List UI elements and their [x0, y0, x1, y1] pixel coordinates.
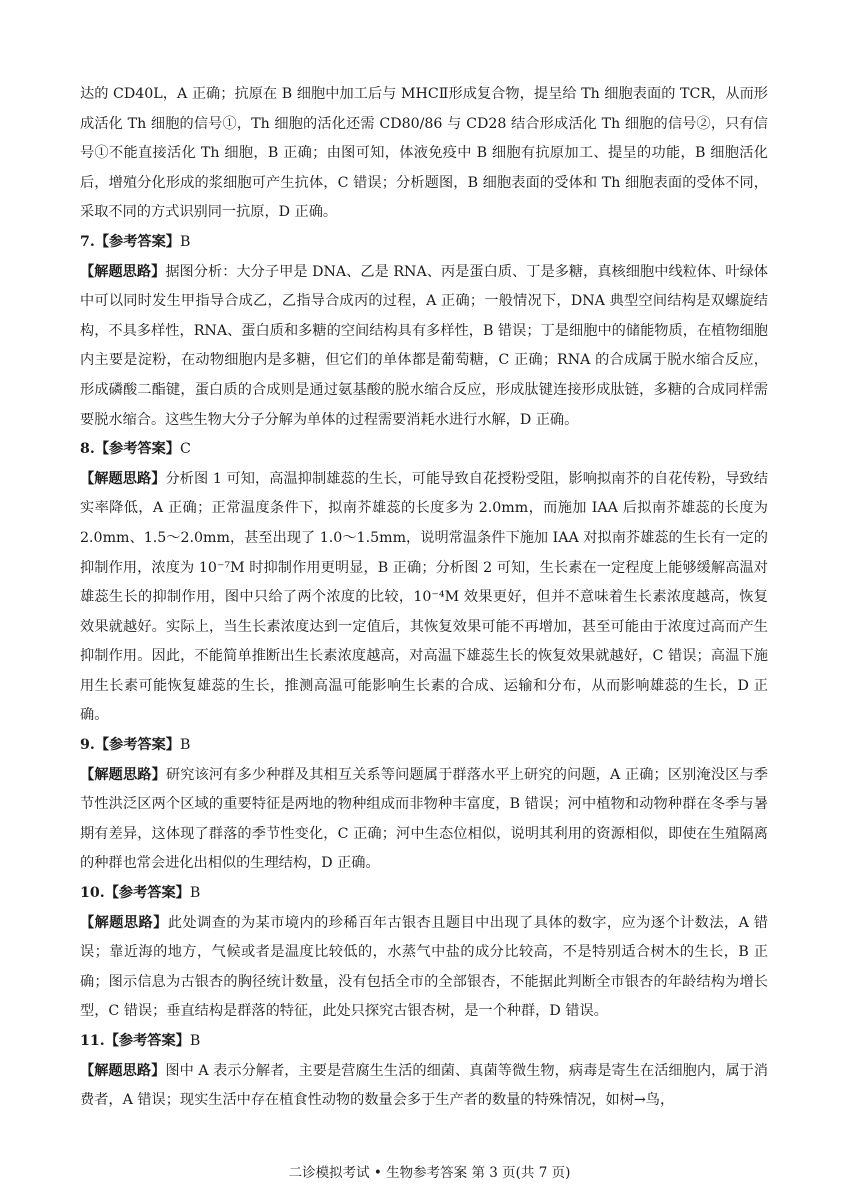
answer-content [80, 80, 768, 1116]
question-number: 10. [80, 885, 105, 902]
reasoning-label: 【解题思路】 [80, 263, 166, 280]
reasoning-label: 【解题思路】 [80, 766, 166, 783]
answer-line [80, 1027, 768, 1057]
reasoning-paragraph [80, 465, 768, 731]
page-footer: 二诊模拟考试 • 生物参考答案 第 3 页(共 7 页) [288, 1165, 571, 1181]
reasoning-paragraph [80, 1057, 768, 1116]
reasoning-paragraph [80, 909, 768, 1027]
answer-label: 【参考答案】 [94, 441, 180, 458]
answer-letter: B [189, 885, 201, 902]
answer-label: 【参考答案】 [94, 233, 180, 250]
answer-letter: B [179, 233, 191, 250]
answer-letter: B [179, 737, 191, 754]
question-9 [80, 731, 768, 879]
intro-paragraph: 达的 CD40L，A 正确；抗原在 B 细胞中加工后与 MHCⅡ形成复合物，提呈给 Th 细胞表面的 TCR，从而形成活化 Th 细胞的信号①，Th 细胞的活化还需 CD80/86 与 CD28 结合形成活化 Th 细胞的信号②，只有信号①不能直接活化 Th 细胞，B 正确；由图可知，体液免疫中 B 细胞有抗原加工、提呈的功能，B 细胞活化后，增殖分化形成的浆细胞可产生抗体，C 错误；分析题图，B 细胞表面的受体和 Th 细胞表面的受体不同，采取不同的方式识别同一抗原，D 正确。 [80, 86, 768, 221]
question-number: 11. [80, 1033, 105, 1049]
answer-label: 【参考答案】 [94, 737, 180, 754]
answer-line [80, 879, 768, 909]
question-number: 7. [80, 233, 95, 250]
question-8 [80, 435, 768, 731]
reasoning-text: 分析图 1 可知，高温抑制雄蕊的生长，可能导致自花授粉受阻，影响拟南芥的自花传粉，导致结实率降低，A 正确；正常温度条件下，拟南芥雄蕊的长度多为 2.0mm，而施加 IAA 后拟南芥雄蕊的长度为 2.0mm、1.5～2.0mm，甚至出现了 1.0～1.5mm，说明常温条件下施加 IAA 对拟南芥雄蕊的生长有一定的抑制作用，浓度为 10⁻⁷M 时抑制作用更明显，B 正确；分析图 2 可知，生长素在一定程度上能够缓解高温对雄蕊生长的抑制作用，图中只给了两个浓度的比较，10⁻⁴M 效果更好，但并不意味着生长素浓度越高，恢复效果就越好。实际上，当生长素浓度达到一定值后，其恢复效果可能不再增加，甚至可能由于浓度过高而产生抑制作用。因此，不能简单推断出生长素浓度越高，对高温下雄蕊生长的恢复效果就越好，C 错误；高温下施用生长素可能恢复雄蕊的生长，推测高温可能影响生长素的合成、运输和分布，从而影响雄蕊的生长，D 正确。 [80, 470, 768, 724]
answer-label: 【参考答案】 [104, 885, 190, 902]
answer-letter: B [189, 1033, 201, 1049]
question-7 [80, 228, 768, 435]
answer-line [80, 731, 768, 761]
question-number: 8. [80, 441, 95, 458]
reasoning-text: 此处调查的为某市境内的珍稀百年古银杏且题目中出现了具体的数字，应为逐个计数法，A 错误；靠近海的地方，气候或者是温度比较低的，水蒸气中盐的成分比较高，不是特别适合树木的生长，B 正确；图示信息为古银杏的胸径统计数量，没有包括全市的全部银杏，不能据此判断全市银杏的年龄结构为增长型，C 错误；垂直结构是群落的特征，此处只探究古银杏树，是一个种群，D 错误。 [80, 914, 768, 1020]
answer-line [80, 435, 768, 465]
reasoning-label: 【解题思路】 [80, 470, 166, 487]
reasoning-label: 【解题思路】 [80, 1062, 166, 1079]
question-number: 9. [80, 737, 95, 754]
reasoning-paragraph [80, 761, 768, 879]
answer-letter: C [179, 441, 191, 458]
reasoning-label: 【解题思路】 [80, 914, 168, 931]
question-10 [80, 879, 768, 1027]
answer-line [80, 228, 768, 258]
reasoning-text: 研究该河有多少种群及其相互关系等问题属于群落水平上研究的问题，A 正确；区别淹没区与季节性洪泛区两个区域的重要特征是两地的物种组成而非物种丰富度，B 错误；河中植物和动物种群在冬季与暑期有差异，这体现了群落的季节性变化，C 正确；河中生态位相似，说明其利用的资源相似，即使在生殖隔离的种群也常会进化出相似的生理结构，D 正确。 [80, 766, 768, 872]
question-11 [80, 1027, 768, 1116]
reasoning-text: 据图分析：大分子甲是 DNA、乙是 RNA、丙是蛋白质、丁是多糖，真核细胞中线粒体、叶绿体中可以同时发生甲指导合成乙，乙指导合成丙的过程，A 正确；一般情况下，DNA 典型空间结构是双螺旋结构，不具多样性，RNA、蛋白质和多糖的空间结构具有多样性，B 错误；丁是细胞中的储能物质，在植物细胞内主要是淀粉，在动物细胞内是多糖，但它们的单体都是葡萄糖，C 正确；RNA 的合成属于脱水缩合反应，形成磷酸二酯键，蛋白质的合成则是通过氨基酸的脱水缩合反应，形成肽键连接形成肽链，多糖的合成同样需要脱水缩合。这些生物大分子分解为单体的过程需要消耗水进行水解，D 正确。 [80, 263, 768, 428]
reasoning-paragraph [80, 258, 768, 436]
reasoning-text: 图中 A 表示分解者，主要是营腐生生活的细菌、真菌等微生物，病毒是寄生在活细胞内，属于消费者，A 错误；现实生活中存在植食性动物的数量会多于生产者的数量的特殊情况，如树→鸟， [80, 1062, 768, 1109]
answer-label: 【参考答案】 [104, 1033, 190, 1049]
